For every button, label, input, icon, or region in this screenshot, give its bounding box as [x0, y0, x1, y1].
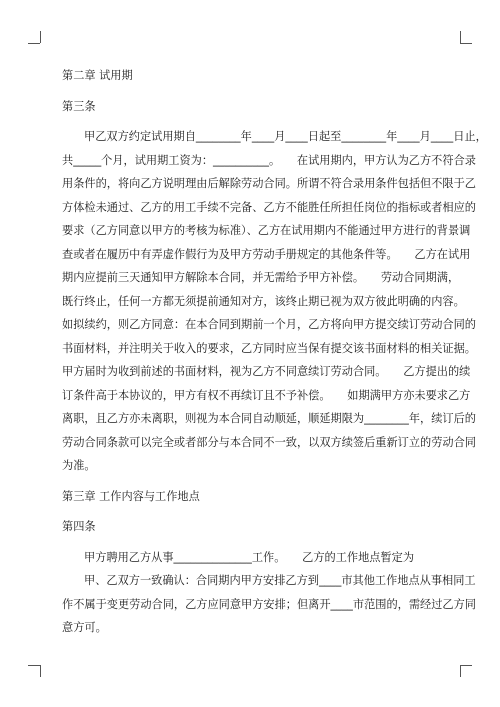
- article-3-line-6: 查或者在履历中有弄虚作假行为及甲方劳动手册规定的其他条件等。 乙方在试用: [62, 247, 471, 261]
- article-3-line-14: 劳动合同条款可以完全或者部分与本合同不一致，以双方续签后重新订立的劳动合同: [62, 435, 476, 449]
- article-3-title: 第三条: [62, 99, 96, 113]
- article-3-body: [62, 125, 487, 478]
- crop-mark-bottom-left-v: [40, 665, 41, 677]
- article-4-title: 第四条: [62, 520, 96, 533]
- article-3-line-12: 订条件高于本协议的，甲方有权不再续订且不予补偿。 如期满甲方亦未要求乙方: [62, 388, 471, 402]
- article-3-line-13: 离职，且乙方亦未离职，则视为本合同自动顺延，顺延期限为________年，续订后的: [62, 412, 476, 425]
- article-3-line-3: 用条件的，将向乙方说明理由后解除劳动合同。所谓不符合录用条件包括但不限于乙: [62, 177, 476, 190]
- crop-mark-top-right-h: [460, 43, 472, 44]
- crop-mark-bottom-left-h: [28, 665, 40, 666]
- crop-mark-top-left-h: [28, 43, 40, 44]
- article-4-line-3: 作不属于变更劳动合同，乙方应同意甲方安排；但离开____市范围的，需经过乙方同: [62, 597, 476, 611]
- document-body: [62, 64, 487, 640]
- crop-mark-bottom-right-h: [460, 665, 472, 666]
- article-4-line-4: 意方可。: [62, 621, 107, 634]
- article-4-line-2: 甲、乙双方一致确认：合同期内甲方安排乙方到____市其他工作地点从事相同工: [84, 574, 476, 587]
- article-4-body: [62, 546, 476, 640]
- article-3-line-7: 期内应提前三天通知甲方解除本合同，并无需给予甲方补偿。 劳动合同期满，: [62, 271, 460, 284]
- crop-mark-top-left-v: [40, 31, 41, 43]
- article-3-line-2: 共_____个月，试用期工资为：__________。 在试用期内，甲方认为乙方不符合录: [62, 153, 476, 167]
- article-3-line-1: 甲乙双方约定试用期自________年____月____日起至________年____月____日止，: [84, 130, 487, 143]
- article-3-line-9: 如拟续约，则乙方同意：在本合同到期前一个月，乙方将向甲方提交续订劳动合同的: [62, 318, 476, 331]
- article-3-line-4: 方体检未通过、乙方的用工手续不完备、乙方不能胜任所担任岗位的指标或者相应的: [62, 200, 476, 214]
- crop-mark-top-right-v: [460, 31, 461, 43]
- article-3-line-5: 要求（乙方同意以甲方的考核为标准）、乙方在试用期内不能通过甲方进行的背景调: [62, 224, 471, 237]
- chapter-3-title: 第三章 工作内容与工作地点: [62, 489, 200, 503]
- article-3-line-8: 既行终止，任何一方都无须提前通知对方，该终止期已视为双方彼此明确的内容。: [62, 294, 465, 308]
- crop-mark-bottom-right-v: [460, 665, 461, 677]
- article-3-line-10: 书面材料，并注明关于收入的要求，乙方同时应当保有提交该书面材料的相关证据。: [62, 341, 476, 355]
- article-3-line-15: 为准。: [62, 459, 96, 472]
- article-3-line-11: 甲方届时为收到前述的书面材料，视为乙方不同意续订劳动合同。 乙方提出的续: [62, 365, 471, 378]
- chapter-2-title: 第二章 试用期: [62, 69, 133, 82]
- article-4-line-1: 甲方聘用乙方从事______________工作。 乙方的工作地点暂定为: [84, 550, 415, 564]
